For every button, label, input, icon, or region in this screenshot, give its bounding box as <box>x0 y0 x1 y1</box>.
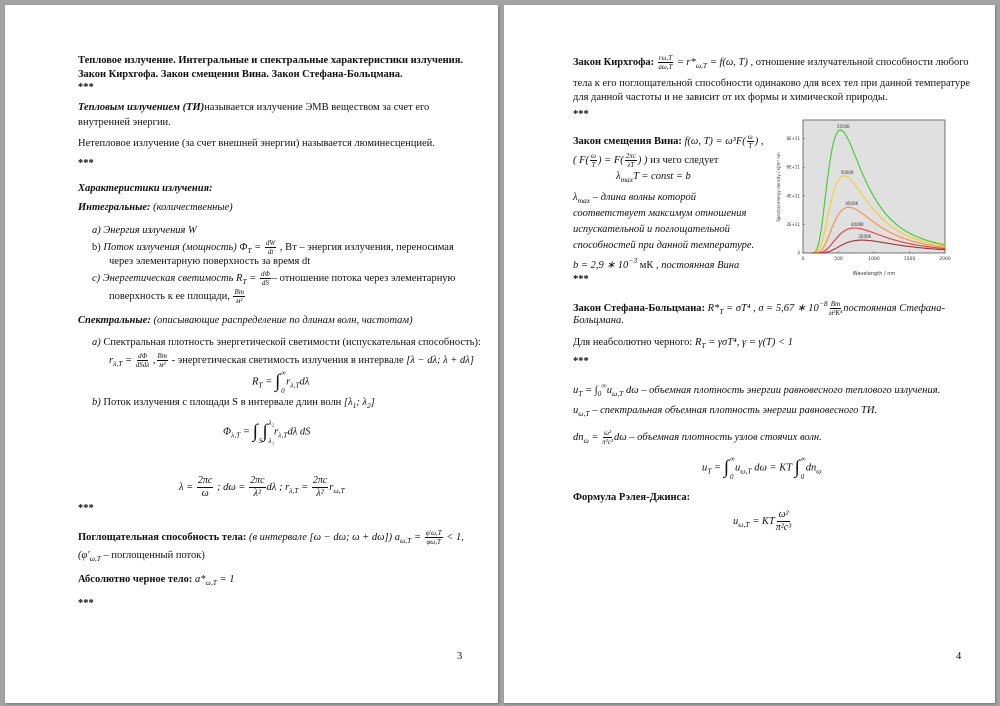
text-run: = <box>246 272 259 284</box>
fraction <box>829 300 843 317</box>
paragraph-lambda-max-cont <box>573 223 730 236</box>
text-run: поверхность к ее площади, <box>109 290 233 302</box>
fraction <box>602 429 613 446</box>
text-run: Энергетическая светимость <box>100 272 237 284</box>
paragraph-kirchhoff-cont-2 <box>573 91 888 104</box>
page-4 <box>504 5 995 703</box>
text-run: ) <box>388 531 395 543</box>
text-run: Энергия излучения <box>100 225 189 236</box>
text-run: R* <box>707 303 720 314</box>
text-run: (φ' <box>78 550 90 561</box>
integral <box>262 419 274 445</box>
text-run: dω = KT <box>751 462 795 474</box>
fraction-denominator: м² <box>235 297 243 305</box>
fraction-denominator: λ² <box>253 488 261 499</box>
integral-lower-limit: 0 <box>800 473 805 481</box>
separator <box>573 108 589 121</box>
text-run: Формула Рэлея-Джинса: <box>573 492 691 503</box>
text-run: T <box>242 276 247 286</box>
text-run: , Вт – энергия излучения, переносимая <box>277 241 454 253</box>
text-run: c) <box>92 272 101 284</box>
text-run: dλ dS <box>287 426 311 438</box>
text-run: – объемная плотность энергии равновесного теплового излучения. <box>638 385 941 396</box>
text-run: u <box>702 462 708 474</box>
text-run: a) <box>92 225 101 236</box>
text-run: Спектральная плотность энергетической светимости (испускательная способность): <box>100 337 481 348</box>
formula-wien-F <box>573 152 719 169</box>
integral <box>724 455 735 481</box>
text-run: 1 <box>352 401 357 410</box>
text-run: = <box>588 431 602 443</box>
text-run: , <box>758 135 764 147</box>
y-tick-label: 6E+11 <box>786 164 800 170</box>
heading-spectral <box>78 314 413 327</box>
text-run: b) <box>92 397 101 408</box>
x-tick-label: 2000 <box>939 257 951 262</box>
page-number: 3 <box>457 651 463 662</box>
text-run: max <box>577 196 591 205</box>
text-run: T <box>707 466 712 476</box>
text-run: *** <box>78 158 94 169</box>
fraction-numerator: ω² <box>778 509 789 520</box>
fraction-denominator: T <box>748 142 753 150</box>
text-run: T <box>258 380 263 390</box>
text-run: Для неабсолютно черного: <box>573 337 695 348</box>
text-run: b) <box>92 241 101 253</box>
text-run: T <box>701 341 706 350</box>
text-run: внутренней энергии. <box>78 117 171 128</box>
text-run: r <box>109 354 114 366</box>
integral-sign: ∫ <box>274 371 281 392</box>
text-run: r <box>274 426 279 438</box>
x-tick-label: 1500 <box>903 257 916 262</box>
text-run: ] <box>370 397 375 408</box>
fraction-denominator: λT <box>627 161 635 169</box>
fraction <box>425 529 443 546</box>
separator <box>78 157 94 170</box>
fraction-numerator: dΦ <box>260 270 270 278</box>
text-run: λ,T <box>231 430 241 440</box>
fraction-denominator: φω,T <box>426 538 441 546</box>
text-run: *** <box>78 82 94 93</box>
fraction-numerator: ω <box>591 152 596 160</box>
fraction-numerator: ω <box>747 133 753 141</box>
text-run: −3 <box>628 256 638 265</box>
fraction-numerator: Вт <box>157 352 167 360</box>
text-run: r <box>329 481 334 493</box>
text-run: ω,T <box>738 519 750 529</box>
text-run: dn <box>573 431 584 443</box>
text-run: соответствует максимум отношения <box>573 208 747 219</box>
text-run: ω <box>816 466 822 476</box>
paragraph-stefan-boltzmann <box>573 297 945 318</box>
fraction <box>747 133 754 150</box>
text-run: = σT⁴ <box>723 303 751 314</box>
document-title-line-2 <box>78 68 403 81</box>
text-run: < 1, <box>443 531 464 543</box>
text-run: , <box>150 354 156 366</box>
text-run: (в интервале <box>249 531 310 543</box>
text-run: λ <box>573 192 578 203</box>
heading-rayleigh-jeans <box>573 491 690 504</box>
integral-lower-limit: S <box>258 437 263 445</box>
text-run: f(ω, T) = ω³F( <box>684 135 746 147</box>
text-run: ; λ <box>356 397 367 408</box>
formula-lambda-omega <box>179 475 345 500</box>
text-run: dλ ; r <box>266 481 290 493</box>
y-tick-label: 8E+11 <box>786 136 800 142</box>
fraction <box>658 54 673 71</box>
text-run: *** <box>573 274 589 285</box>
text-run: ∞ <box>601 381 607 390</box>
text-run: W <box>188 225 197 236</box>
wien-constant <box>573 254 739 272</box>
text-run: ω,T <box>205 578 217 587</box>
separator <box>573 355 589 368</box>
text-run: (описывающие распределение по длинам волн, частотам) <box>150 315 413 326</box>
blackbody-spectrum-chart <box>770 112 965 282</box>
text-run: a) <box>92 337 101 348</box>
text-run: = <box>711 462 724 474</box>
text-run: = KT <box>749 515 775 527</box>
text-run: называется излучение ЭМВ веществом за счет его <box>204 102 430 113</box>
text-run: λ,T <box>290 380 300 390</box>
text-run: ω,T <box>740 466 752 476</box>
text-run: Больцмана. <box>573 315 624 326</box>
x-tick-label: 1000 <box>868 257 880 262</box>
separator <box>78 597 94 610</box>
text-run: = ∫ <box>582 385 598 396</box>
text-run: = <box>240 426 253 438</box>
fraction <box>197 475 213 500</box>
fraction-denominator: aω,T <box>658 63 673 71</box>
text-run: = <box>411 531 424 543</box>
integral-lower-limit: λ₁ <box>268 437 275 445</box>
paragraph-non-black-body <box>573 336 793 352</box>
text-run: = <box>262 376 275 388</box>
text-run: – объемная плотность узлов стоячих волн. <box>626 431 822 443</box>
text-run: ω,T <box>578 409 590 418</box>
integral <box>253 419 263 445</box>
text-run: λ,T <box>113 358 123 368</box>
text-run: ) ) <box>637 154 648 166</box>
paragraph-wien <box>573 133 763 150</box>
integral-lower-limit: 0 <box>281 387 285 395</box>
fraction-numerator: 2πc <box>625 152 636 160</box>
text-run: u <box>733 515 739 527</box>
fraction <box>260 270 271 287</box>
x-tick-label: 0 <box>801 257 805 262</box>
text-run: R <box>252 376 259 388</box>
text-run: из чего следует <box>647 154 719 166</box>
text-run: T <box>578 389 583 398</box>
text-run: R <box>694 337 702 348</box>
text-run: dω <box>613 431 627 443</box>
integral-upper-limit: ∞ <box>729 455 735 463</box>
text-run: = γσT⁴, γ = γ(T) < 1 <box>705 337 793 348</box>
integral-sign: ∫ <box>262 421 268 442</box>
text-run: Характеристики излучения: <box>78 183 213 194</box>
y-axis-label: Spectral energy density / kJ/m³ nm <box>776 152 781 222</box>
text-run: Закон Стефана-Больцмана: <box>573 303 708 314</box>
text-run: 0 <box>597 389 602 398</box>
formula-wien-law <box>616 170 691 186</box>
text-run: ; dω = <box>214 481 249 493</box>
y-tick-label: 4E+11 <box>786 193 800 199</box>
text-run: u <box>573 385 579 396</box>
list-item-luminosity <box>92 270 455 288</box>
text-run: λ = <box>179 481 196 493</box>
paragraph-standing-waves <box>573 429 822 447</box>
text-run: тела к его поглощательной способности одинаково для всех тел при данной температуре <box>573 78 971 89</box>
paragraph-lambda-max <box>573 191 696 207</box>
formula-uT-integral <box>702 455 822 481</box>
separator <box>78 502 94 515</box>
text-run: λ,T <box>289 485 299 495</box>
text-run: для данной частоты и не зависит от их формы и химической природы. <box>573 92 888 103</box>
fraction-numerator: 2πc <box>250 475 265 486</box>
paragraph-kirchhoff <box>573 54 969 72</box>
text-run: b = 2,9 ∗ 10 <box>573 260 629 271</box>
text-run: *** <box>78 598 94 609</box>
text-run: ) = F( <box>598 154 624 166</box>
paragraph-thermal-radiation-cont <box>78 116 171 129</box>
separator <box>78 81 94 94</box>
fraction-numerator: rω,T <box>658 54 673 62</box>
text-run: Спектральные: <box>78 315 151 326</box>
text-run: = <box>251 241 264 253</box>
text-run: ω,T <box>89 554 101 563</box>
fraction-denominator: dSdλ <box>135 361 150 369</box>
text-run: = r* <box>674 56 696 68</box>
text-run: постоянная Вина <box>661 260 740 271</box>
page-number: 4 <box>956 651 962 662</box>
fraction <box>590 152 597 169</box>
text-run: Тепловое излучение. Интегральные и спектральные характеристики излучения. <box>78 55 464 66</box>
text-run: – длина волны которой <box>590 192 697 203</box>
integral-sign: ∫ <box>723 457 729 478</box>
text-run: Нетепловое излучение (за счет внешней энергии) называется люминесценцией. <box>78 138 435 149</box>
text-run: *** <box>573 356 589 367</box>
text-run: ( F( <box>573 154 590 166</box>
fraction-denominator: dS <box>261 279 269 287</box>
list-item-flux-area <box>92 396 375 412</box>
text-run: – поглощенный поток) <box>100 550 205 561</box>
integral-upper-limit: ∞ <box>281 369 287 377</box>
paragraph-stefan-boltzmann-cont <box>573 314 624 327</box>
text-run: Закон Кирхгофа: <box>573 56 657 68</box>
fraction <box>312 475 328 500</box>
text-run: ω <box>583 435 589 445</box>
paragraph-spectral-energy-density <box>573 404 877 420</box>
text-run: ) <box>754 135 759 147</box>
y-tick-label: 2E+11 <box>786 221 800 227</box>
text-run: (количественные) <box>150 202 233 213</box>
fraction-numerator: 2πc <box>312 475 328 486</box>
text-run: = <box>298 481 311 493</box>
fraction-denominator: dt <box>267 248 274 256</box>
paragraph-lambda-max-cont <box>573 207 746 220</box>
text-run: постоянная Стефана- <box>843 303 946 314</box>
fraction-denominator: м³ <box>158 361 166 369</box>
fraction-numerator: Вт <box>234 288 244 296</box>
text-run: – спектральная объемная плотность энергии равновесного ТИ. <box>589 405 878 416</box>
paragraph-thermal-radiation <box>78 101 429 114</box>
text-run: – отношение потока через элементарную <box>271 272 456 284</box>
x-tick-label: 500 <box>834 257 843 262</box>
integral-upper-limit: λ₂ <box>268 419 275 427</box>
list-item-energy <box>92 224 197 237</box>
text-run: u <box>573 405 579 416</box>
paragraph-lambda-max-cont <box>573 239 754 252</box>
fraction-numerator: dΦ <box>138 352 147 360</box>
text-run: ω,T <box>612 389 624 398</box>
x-axis-label: Wavelength / nm <box>852 271 896 277</box>
text-run: способностей при данной температуре. <box>573 240 755 251</box>
paragraph-absorptivity <box>78 529 464 547</box>
text-run: = <box>122 354 135 366</box>
text-run: - энергетическая светимость излучения в интервале <box>168 354 407 366</box>
text-run: σ = 5,67 ∗ 10 <box>758 303 819 314</box>
fraction <box>136 352 150 369</box>
formula-rayleigh-jeans <box>733 509 792 534</box>
text-run: Φ <box>223 426 231 438</box>
text-run: u <box>606 385 612 396</box>
document-title-line-1 <box>78 54 463 67</box>
fraction <box>249 475 265 500</box>
text-run: T <box>719 307 724 316</box>
heading-characteristics <box>78 182 213 195</box>
text-run: ω,T <box>333 485 345 495</box>
fraction-numerator: Вт <box>830 300 841 309</box>
fraction-numerator: φ'ω,T <box>425 529 442 537</box>
list-item-flux-cont <box>109 255 310 268</box>
integral-lower-limit: 0 <box>729 473 734 481</box>
text-run: 2 <box>366 401 371 410</box>
text-run: Поток излучения с площади S в интервале длин волн <box>100 397 344 408</box>
text-run: dn <box>805 462 817 474</box>
text-run: ω,T <box>695 60 708 70</box>
text-run: испускательной и поглощательной <box>573 224 730 235</box>
list-item-luminosity-cont <box>109 288 246 305</box>
integral <box>275 369 286 395</box>
paragraph-energy-density <box>573 379 940 400</box>
fraction-numerator: ω² <box>604 429 612 437</box>
text-run: λ,T <box>278 430 288 440</box>
text-run: *** <box>573 109 589 120</box>
text-run: λ <box>616 171 621 182</box>
text-run: [λ <box>343 397 353 408</box>
text-run: Абсолютно черное тело: <box>78 574 196 585</box>
text-run: = f(ω, T) <box>707 56 748 68</box>
paragraph-kirchhoff-cont-1 <box>573 77 970 90</box>
text-run: , отношение излучательной способности любого <box>747 56 969 68</box>
fraction <box>776 509 791 534</box>
fraction <box>233 288 244 305</box>
text-run: a* <box>195 574 206 585</box>
fraction <box>157 352 168 369</box>
heading-integral <box>78 201 233 214</box>
integral-sign: ∫ <box>794 457 800 478</box>
text-run: Тепловым излучением (ТИ) <box>78 102 205 113</box>
text-run: Интегральные: <box>78 202 151 213</box>
text-run: ω,T <box>400 535 412 545</box>
fraction-denominator: λ² <box>316 488 324 499</box>
text-run: R <box>236 272 243 284</box>
separator <box>573 273 589 286</box>
paragraph-black-body <box>78 573 234 589</box>
integral-upper-limit: ∞ <box>800 455 806 463</box>
text-run: Φ <box>239 241 248 253</box>
fraction-denominator: π²c³ <box>602 438 613 446</box>
text-run: dω <box>623 385 639 396</box>
fraction-denominator: T <box>591 161 596 169</box>
fraction-denominator: м²K⁴ <box>828 309 843 318</box>
series-label: 4000K <box>850 221 864 227</box>
integral-sign: ∫ <box>252 421 258 442</box>
text-run: a <box>394 531 400 543</box>
text-run: T = const = b <box>633 171 691 182</box>
formula-RT-integral <box>252 369 309 395</box>
text-run: r <box>286 376 291 388</box>
series-label: 5000K <box>840 169 854 175</box>
text-run: −8 <box>818 299 828 308</box>
paragraph-absorbed-flux <box>78 549 205 565</box>
list-item-spectral-density <box>92 336 481 349</box>
series-label: 5500K <box>837 124 850 130</box>
page-3 <box>5 5 498 703</box>
text-run: [λ − dλ; λ + dλ] <box>406 354 474 366</box>
series-label: 3500K <box>858 234 872 240</box>
text-run: = 1 <box>216 574 235 585</box>
text-run: *** <box>78 503 94 514</box>
text-run: u <box>734 462 741 474</box>
text-run: через элементарную поверхность за время dt <box>109 256 311 267</box>
fraction-numerator: 2πc <box>197 475 213 486</box>
formula-r-lambda <box>109 352 474 370</box>
fraction-numerator: dW <box>265 239 276 247</box>
fraction-denominator: ω <box>201 488 209 499</box>
fraction <box>265 239 276 256</box>
text-run: , <box>750 303 759 314</box>
text-run: Закон Кирхгофа. Закон смещения Вина. Закон Стефана-Больцмана. <box>78 69 403 80</box>
text-run: [ω − dω; ω + dω] <box>309 531 389 543</box>
text-run: Поток излучения (мощность) <box>100 241 240 253</box>
text-run: мК , <box>637 260 662 271</box>
fraction <box>625 152 637 169</box>
integral <box>794 455 805 481</box>
fraction-denominator: π²c³ <box>775 522 792 533</box>
paragraph-luminescence <box>78 137 435 150</box>
text-run: Поглощательная способность тела: <box>78 531 249 543</box>
text-run: T <box>247 245 252 255</box>
y-tick-label: 0 <box>797 250 800 256</box>
text-run: dλ <box>299 376 310 388</box>
text-run: Закон смещения Вина: <box>573 135 685 147</box>
series-label: 4500K <box>845 201 859 207</box>
formula-phi-double-integral <box>223 419 310 445</box>
text-run: max <box>620 175 634 184</box>
